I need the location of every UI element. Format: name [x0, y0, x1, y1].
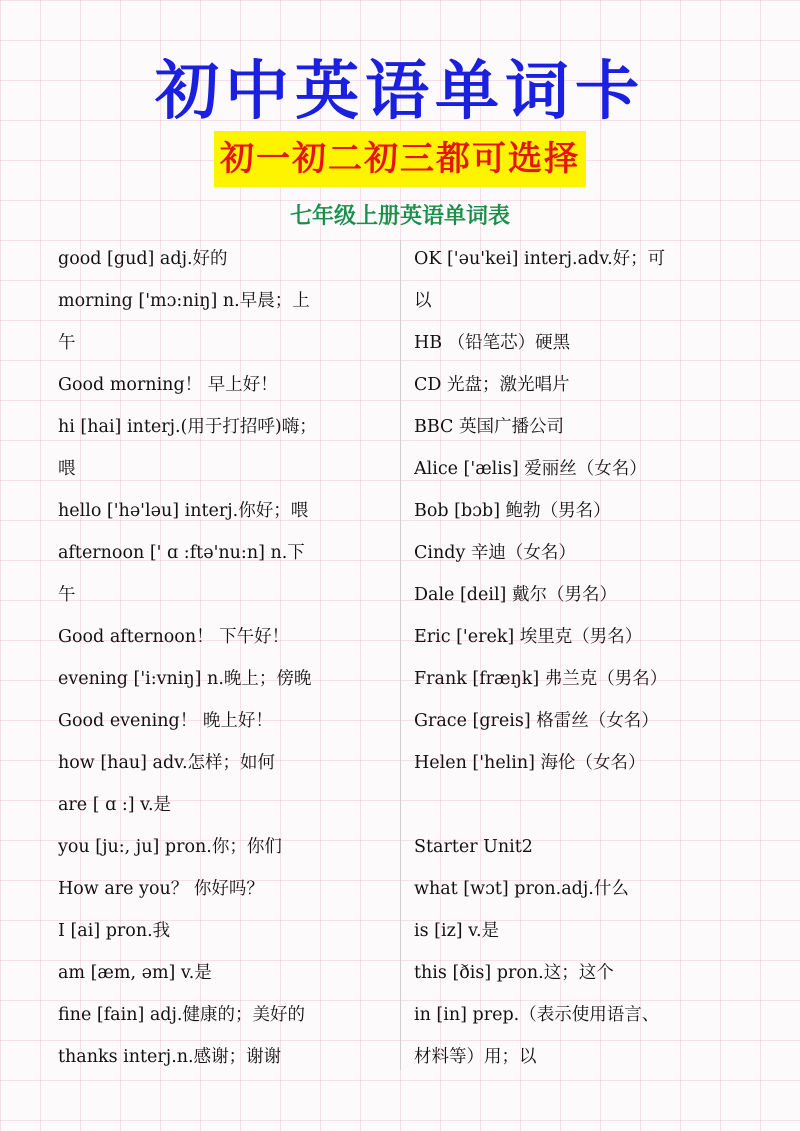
word-entry: evening ['i:vniŋ] n.晚上；傍晚: [58, 669, 312, 689]
word-entry: Frank [fræŋk] 弗兰克（男名）: [414, 669, 668, 689]
word-entry: Grace [greis] 格雷丝（女名）: [414, 711, 659, 731]
word-entry: 午: [58, 333, 76, 353]
word-entry: 以: [414, 291, 432, 311]
word-entry: in [in] prep.（表示使用语言、: [414, 1005, 660, 1025]
word-entry: Good evening！ 晚上好！: [58, 711, 273, 731]
word-entry: I [ai] pron.我: [58, 921, 171, 941]
word-entry: hello ['hə'ləu] interj.你好；喂: [58, 501, 309, 521]
word-entry: 午: [58, 585, 76, 605]
word-entry: 喂: [58, 459, 76, 479]
word-entry: this [ðis] pron.这；这个: [414, 963, 614, 983]
word-entry: what [wɔt] pron.adj.什么: [414, 879, 629, 899]
blank-line: [414, 784, 754, 826]
word-entry: OK ['əu'kei] interj.adv.好；可: [414, 249, 666, 269]
word-entry: thanks interj.n.感谢；谢谢: [58, 1047, 282, 1067]
word-entry: Bob [bɔb] 鲍勃（男名）: [414, 501, 611, 521]
word-entry: hi [hai] interj.(用于打招呼)嗨；: [58, 417, 317, 437]
word-entry: Helen ['helin] 海伦（女名）: [414, 753, 646, 773]
word-entry: Cindy 辛迪（女名）: [414, 543, 576, 563]
word-entry: Good afternoon！ 下午好！: [58, 627, 290, 647]
word-entry: how [hau] adv.怎样；如何: [58, 753, 276, 773]
word-entry: afternoon [' ɑ :ftə'nu:n] n.下: [58, 543, 305, 563]
word-entry: are [ ɑ :] v.是: [58, 795, 172, 815]
word-entry: fine [fain] adj.健康的；美好的: [58, 1005, 305, 1025]
word-entry: Alice ['ælis] 爱丽丝（女名）: [414, 459, 647, 479]
word-entry: good [gud] adj.好的: [58, 249, 228, 269]
word-entry: morning ['mɔ:niŋ] n.早晨；上: [58, 291, 310, 311]
right-word-column: [414, 238, 754, 1078]
grade-banner: 初一初二初三都可选择: [214, 131, 586, 187]
word-entry: How are you？ 你好吗？: [58, 879, 264, 899]
word-entry: Good morning！ 早上好！: [58, 375, 278, 395]
word-entry: you [ju:, ju] pron.你；你们: [58, 837, 282, 857]
word-entry: HB （铅笔芯）硬黑: [414, 333, 571, 353]
word-entry: BBC 英国广播公司: [414, 417, 564, 437]
word-entry: am [æm, əm] v.是: [58, 963, 212, 983]
word-entry: 材料等）用；以: [414, 1047, 537, 1067]
word-entry: Dale [deil] 戴尔（男名）: [414, 585, 617, 605]
left-word-column: [58, 238, 390, 1078]
page-title: 初中英语单词卡: [155, 55, 645, 129]
column-divider: [400, 240, 401, 1070]
word-entry: Eric ['erek] 埃里克（男名）: [414, 627, 643, 647]
section-subtitle: 七年级上册英语单词表: [289, 204, 510, 229]
unit-heading: Starter Unit2: [414, 837, 533, 857]
word-entry: CD 光盘；激光唱片: [414, 375, 570, 395]
word-entry: is [iz] v.是: [414, 921, 500, 941]
